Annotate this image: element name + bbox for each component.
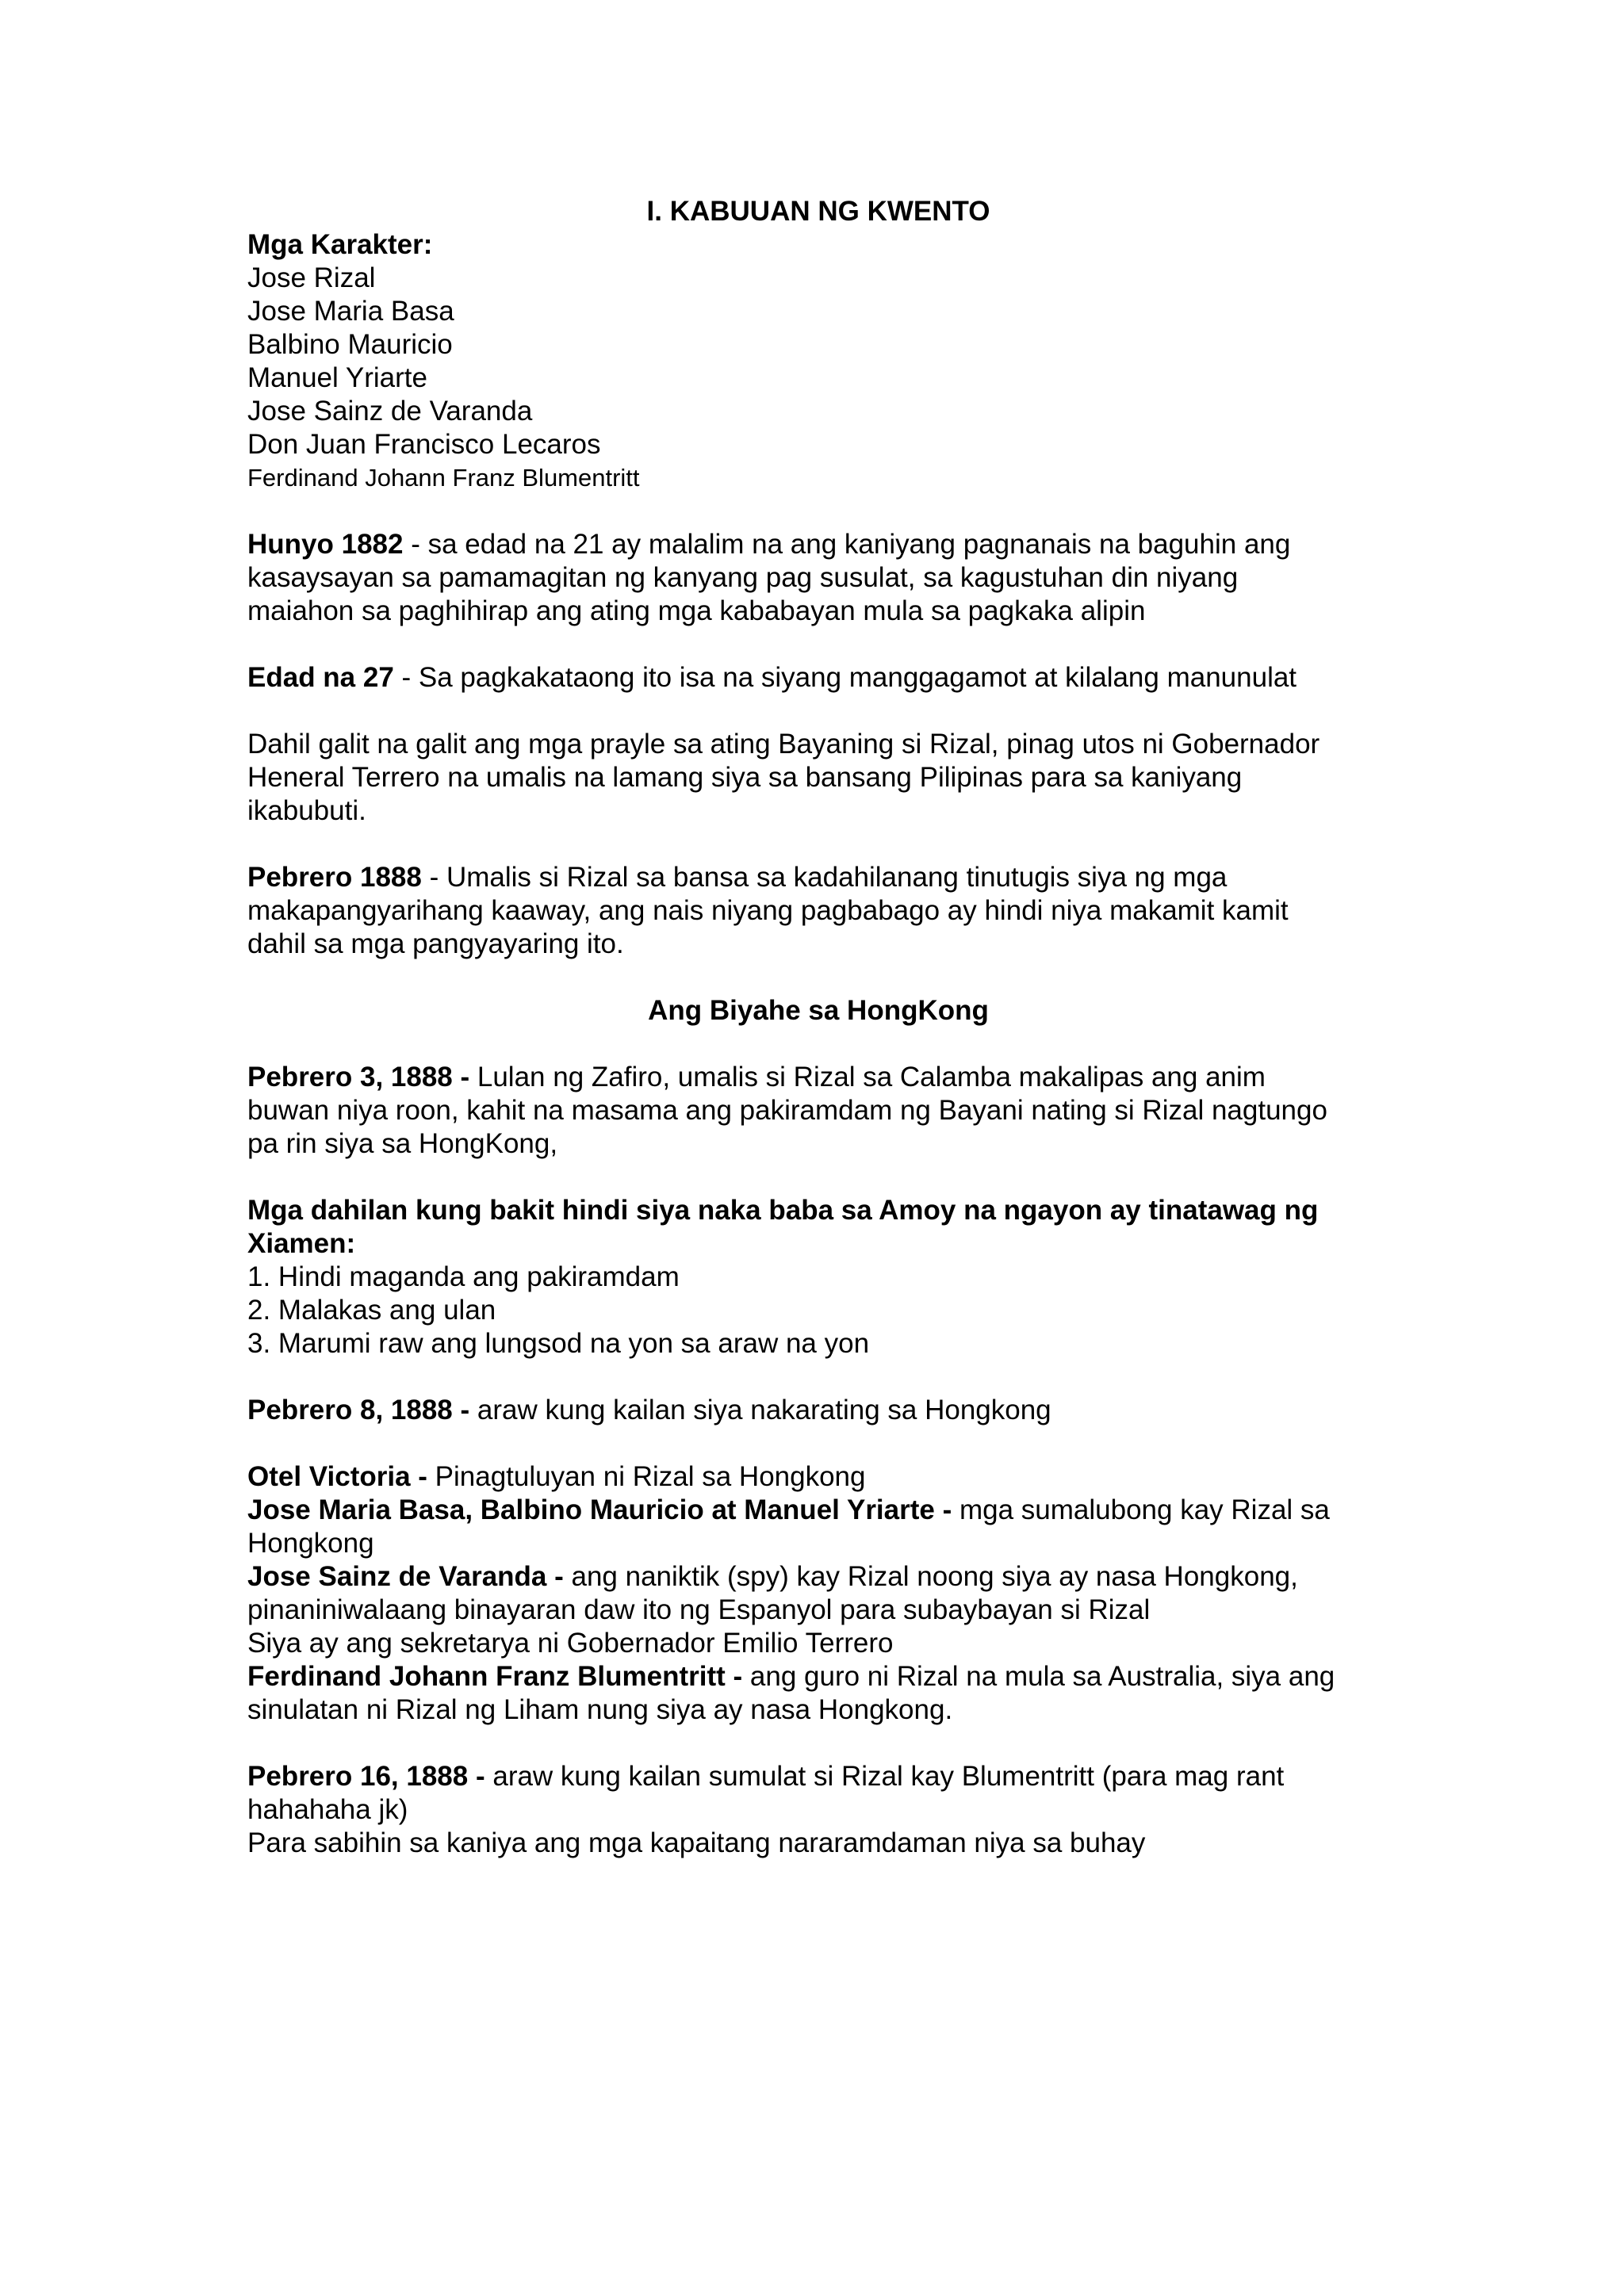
character-item: Manuel Yriarte: [247, 362, 427, 393]
paragraph-text: makapangyarihang kaaway, ang nais niyang pagbabago ay hindi niya makamit kamit: [247, 895, 1289, 926]
spacer: [247, 1360, 1389, 1394]
character-item: Jose Maria Basa: [247, 296, 454, 327]
paragraph-text: kasaysayan sa pamamagitan ng kanyang pag susulat, sa kagustuhan din niyang: [247, 562, 1239, 593]
paragraph-text: Siya ay ang sekretarya ni Gobernador Emilio Terrero: [247, 1628, 894, 1659]
paragraph-text: pa rin siya sa HongKong,: [247, 1128, 558, 1159]
list-item: 2. Malakas ang ulan: [247, 1295, 496, 1326]
date-label: Hunyo 1882: [247, 529, 404, 560]
paragraph-hunyo: [247, 528, 1389, 628]
spacer: [247, 1427, 1389, 1460]
character-item: Jose Rizal: [247, 262, 376, 293]
date-label: Pebrero 3, 1888 -: [247, 1062, 470, 1093]
paragraph-text: araw kung kailan sumulat si Rizal kay Blumentritt (para mag rant: [485, 1761, 1285, 1792]
paragraph-text: dahil sa mga pangyayaring ito.: [247, 928, 624, 959]
paragraph-text: ikabubuti.: [247, 795, 366, 826]
paragraph-text: buwan niya roon, kahit na masama ang pakiramdam ng Bayani nating si Rizal nagtungo: [247, 1095, 1327, 1126]
paragraph-text: araw kung kailan siya nakarating sa Hongkong: [469, 1395, 1051, 1425]
spacer: [247, 495, 1389, 528]
paragraph-text: hahahaha jk): [247, 1794, 408, 1825]
characters-heading: Mga Karakter:: [247, 229, 433, 260]
spacer: [247, 1027, 1389, 1061]
paragraph-pebrero-1888: [247, 861, 1389, 961]
term-label: Jose Maria Basa, Balbino Mauricio at Manuel Yriarte -: [247, 1494, 952, 1525]
list-item: 3. Marumi raw ang lungsod na yon sa araw na yon: [247, 1328, 870, 1359]
term-label: Jose Sainz de Varanda -: [247, 1561, 564, 1592]
character-item: Balbino Mauricio: [247, 329, 453, 360]
date-label: Pebrero 8, 1888 -: [247, 1395, 470, 1425]
paragraph-text: sinulatan ni Rizal ng Liham nung siya ay nasa Hongkong.: [247, 1694, 953, 1725]
paragraph-text: maiahon sa paghihirap ang ating mga kababayan mula sa pagkaka alipin: [247, 595, 1146, 626]
spacer: [247, 961, 1389, 994]
spacer: [247, 828, 1389, 861]
paragraph-text: - sa edad na 21 ay malalim na ang kaniyang pagnanais na baguhin ang: [403, 529, 1291, 560]
paragraph-text: Hongkong: [247, 1528, 374, 1559]
paragraph-text: - Sa pagkakataong ito isa na siyang manggagamot at kilalang manunulat: [393, 662, 1297, 693]
paragraph-text: pinaniniwalaang binayaran daw ito ng Espanyol para subaybayan si Rizal: [247, 1594, 1151, 1625]
paragraph-dahil: [247, 728, 1389, 828]
document-body: [247, 195, 1389, 1860]
date-label: Edad na 27: [247, 662, 394, 693]
paragraph-text: ang naniktik (spy) kay Rizal noong siya ay nasa Hongkong,: [563, 1561, 1298, 1592]
reasons-list: [247, 1194, 1389, 1360]
spacer: [247, 1161, 1389, 1194]
spacer: [247, 695, 1389, 728]
term-label: Otel Victoria -: [247, 1461, 427, 1492]
reasons-heading: Xiamen:: [247, 1228, 356, 1259]
document-title: I. KABUUAN NG KWENTO: [646, 196, 990, 227]
paragraph-text: mga sumalubong kay Rizal sa: [952, 1494, 1330, 1525]
list-item: 1. Hindi maganda ang pakiramdam: [247, 1261, 680, 1292]
character-item: Ferdinand Johann Franz Blumentritt: [247, 464, 640, 492]
date-label: Pebrero 16, 1888 -: [247, 1761, 485, 1792]
paragraph-text: ang guro ni Rizal na mula sa Australia, siya ang: [742, 1661, 1335, 1692]
spacer: [247, 1727, 1389, 1760]
date-label: Pebrero 1888: [247, 862, 422, 893]
paragraph-text: Para sabihin sa kaniya ang mga kapaitang nararamdaman niya sa buhay: [247, 1827, 1146, 1858]
term-label: Ferdinand Johann Franz Blumentritt -: [247, 1661, 743, 1692]
paragraph-persons: [247, 1460, 1389, 1727]
reasons-heading: Mga dahilan kung bakit hindi siya naka baba sa Amoy na ngayon ay tinatawag ng: [247, 1195, 1319, 1226]
paragraph-text: Pinagtuluyan ni Rizal sa Hongkong: [427, 1461, 866, 1492]
paragraph-pebrero-3: [247, 1061, 1389, 1161]
character-item: Jose Sainz de Varanda: [247, 396, 533, 427]
paragraph-edad: [247, 661, 1389, 695]
paragraph-text: - Umalis si Rizal sa bansa sa kadahilanang tinutugis siya ng mga: [421, 862, 1228, 893]
paragraph-text: Heneral Terrero na umalis na lamang siya sa bansang Pilipinas para sa kaniyang: [247, 762, 1243, 793]
spacer: [247, 628, 1389, 661]
paragraph-text: Lulan ng Zafiro, umalis si Rizal sa Calamba makalipas ang anim: [469, 1062, 1266, 1093]
paragraph-text: Dahil galit na galit ang mga prayle sa ating Bayaning si Rizal, pinag utos ni Gobernador: [247, 729, 1320, 760]
paragraph-pebrero-16: [247, 1760, 1389, 1860]
character-item: Don Juan Francisco Lecaros: [247, 429, 601, 460]
paragraph-pebrero-8: [247, 1394, 1389, 1427]
section-title: Ang Biyahe sa HongKong: [648, 995, 989, 1026]
